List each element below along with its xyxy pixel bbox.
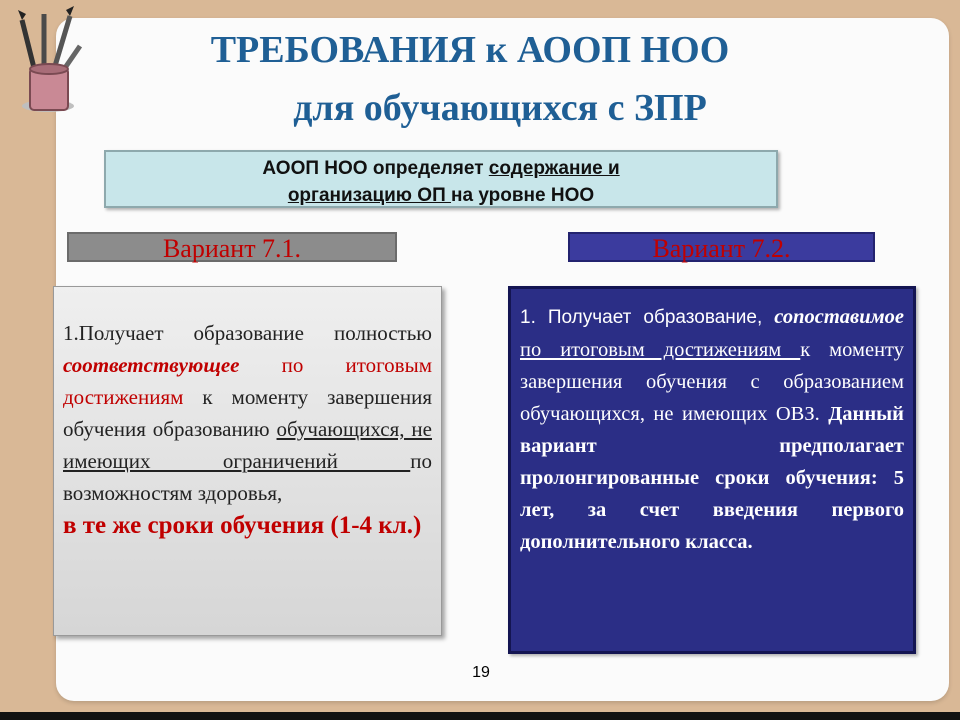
box2-bold-3: введения первого дополнительного класса.	[520, 499, 904, 553]
box1-text-3: по возможностям здоровья,	[63, 449, 432, 505]
box1-text-2: к моменту завершения обучения образованию	[63, 385, 432, 441]
slide-title-line2: для обучающихся с ЗПР	[293, 87, 707, 129]
box2-bold-1: Данный вариант предполагает пролонгированные сроки обучения	[520, 403, 904, 489]
definition-text-2: на уровне НОО	[451, 185, 595, 206]
slide-title-line1: ТРЕБОВАНИЯ к АООП НОО	[210, 29, 730, 71]
box1-text-1: 1.Получает образование полностью	[63, 321, 432, 345]
bottom-border	[0, 712, 960, 720]
variant-7-1-label: Вариант 7.1.	[67, 232, 397, 262]
box1-emphasis: соответствующее	[63, 353, 240, 377]
box1-deadline: в те же сроки обучения (1-4 кл.)	[63, 512, 422, 539]
box2-emphasis: сопоставимое	[774, 306, 904, 328]
variant-7-2-description	[508, 286, 916, 654]
variant-7-1-description	[53, 286, 442, 636]
variant-7-2-label: Вариант 7.2.	[568, 232, 875, 262]
box1-red-text: по итоговым достижениям	[63, 353, 432, 409]
definition-underlined-2: организацию ОП	[287, 185, 452, 206]
page-number: 19	[472, 664, 490, 681]
definition-text: АООП НОО определяет	[262, 158, 489, 179]
pencil-cup-icon	[8, 6, 88, 116]
definition-box	[104, 150, 778, 208]
box2-underlined: по итоговым достижениям	[520, 339, 801, 361]
box2-bold-2: : 5 лет, за счет	[520, 467, 904, 521]
box1-underlined: обучающихся, не имеющих ограничений	[63, 417, 432, 473]
box2-lead: 1. Получает образование,	[520, 307, 775, 328]
definition-underlined-1: содержание и	[488, 158, 620, 179]
box2-text: к моменту завершения обучения с образованием обучающихся, не имеющих ОВЗ.	[520, 339, 904, 425]
